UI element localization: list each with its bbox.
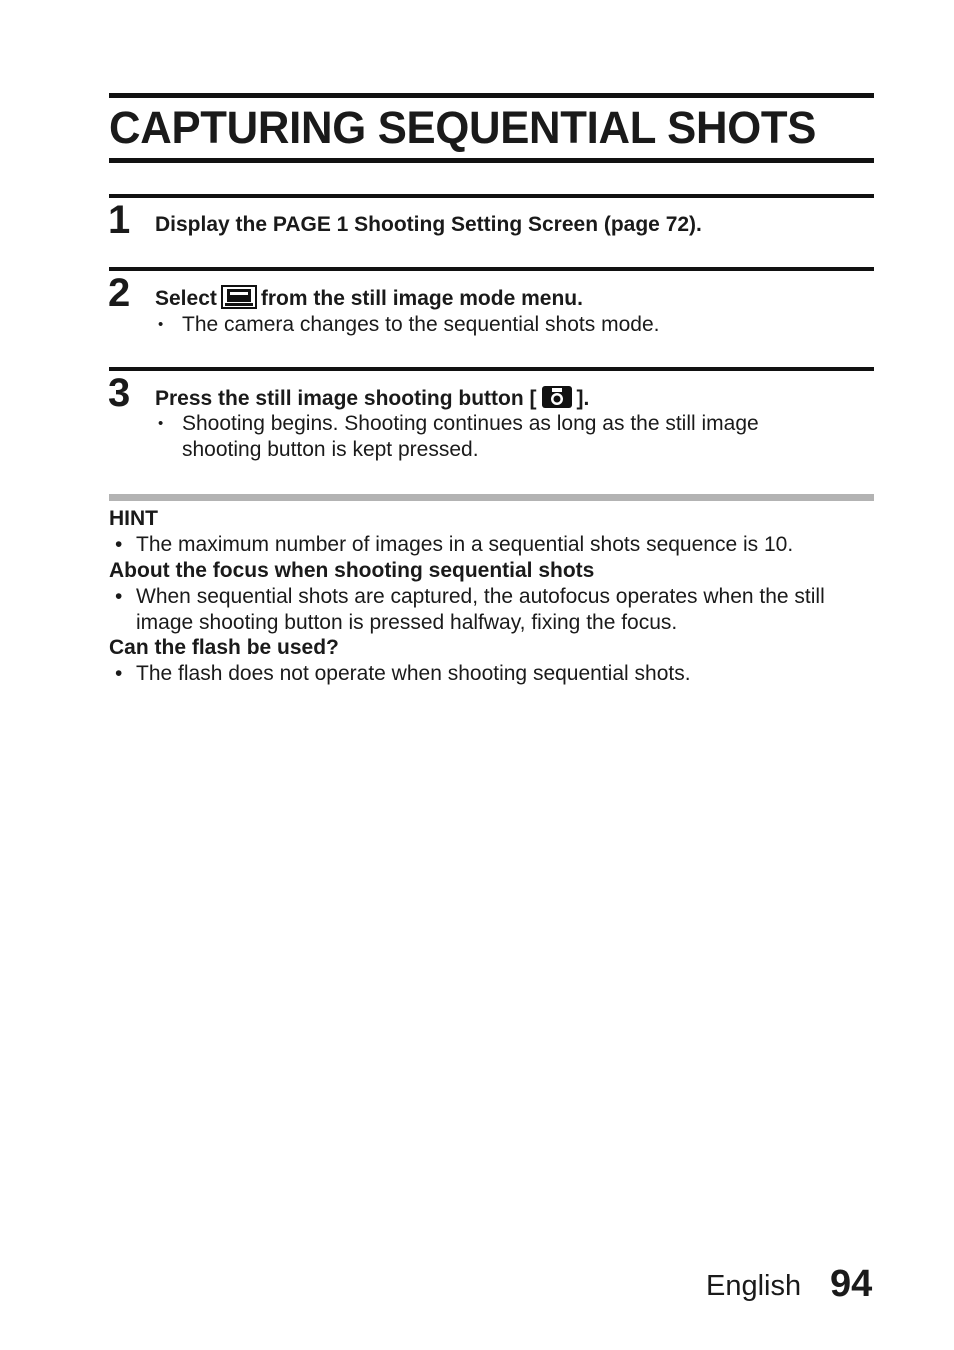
step-2-rule [109, 267, 874, 271]
step-2-bullet [158, 312, 838, 338]
step-2-bullet-text: The camera changes to the sequential shots mode. [182, 313, 660, 336]
hint-item-1 [115, 532, 875, 558]
step-2-text-after: from the still image mode menu. [260, 287, 583, 310]
hint-item-3 [115, 661, 875, 687]
page-title: CAPTURING SEQUENTIAL SHOTS [109, 102, 817, 153]
step-2-number: 2 [108, 271, 131, 315]
title-top-rule [109, 93, 874, 98]
hint-item-1-text: The maximum number of images in a sequential shots sequence is 10. [136, 533, 794, 556]
step-3-bullet [158, 411, 838, 463]
step-2-text-before: Select [155, 287, 217, 310]
bullet-dot: • [115, 585, 123, 608]
hint-item-2 [115, 584, 875, 636]
page-number: 94 [830, 1263, 873, 1305]
hint-heading-focus: About the focus when shooting sequential shots [109, 559, 595, 582]
step-3-text-after: ]. [576, 387, 590, 410]
step-1-text: Display the PAGE 1 Shooting Setting Screen (page 72). [155, 213, 702, 236]
hint-heading-flash: Can the flash be used? [109, 636, 339, 659]
hint-label: HINT [109, 507, 158, 530]
step-3-text-before: Press the still image shooting button [ [155, 387, 537, 410]
bullet-dot: • [158, 415, 164, 432]
bullet-dot: • [115, 662, 123, 685]
step-3-bullet-text: Shooting begins. Shooting continues as long as the still image shooting button is kept pressed. [182, 412, 759, 461]
hint-item-3-text: The flash does not operate when shooting sequential shots. [136, 662, 691, 685]
step-1-number: 1 [108, 198, 131, 242]
bullet-dot: • [158, 316, 164, 333]
hint-divider [109, 494, 874, 501]
title-bottom-rule [109, 158, 874, 163]
footer-language: English [706, 1270, 802, 1302]
bullet-dot: • [115, 533, 123, 556]
step-3-rule [109, 367, 874, 371]
step-1-rule [109, 194, 874, 198]
hint-item-2-text: When sequential shots are captured, the autofocus operates when the still image shooting button is pressed halfway, fixing the focus. [136, 585, 825, 634]
step-3-number: 3 [108, 371, 131, 415]
